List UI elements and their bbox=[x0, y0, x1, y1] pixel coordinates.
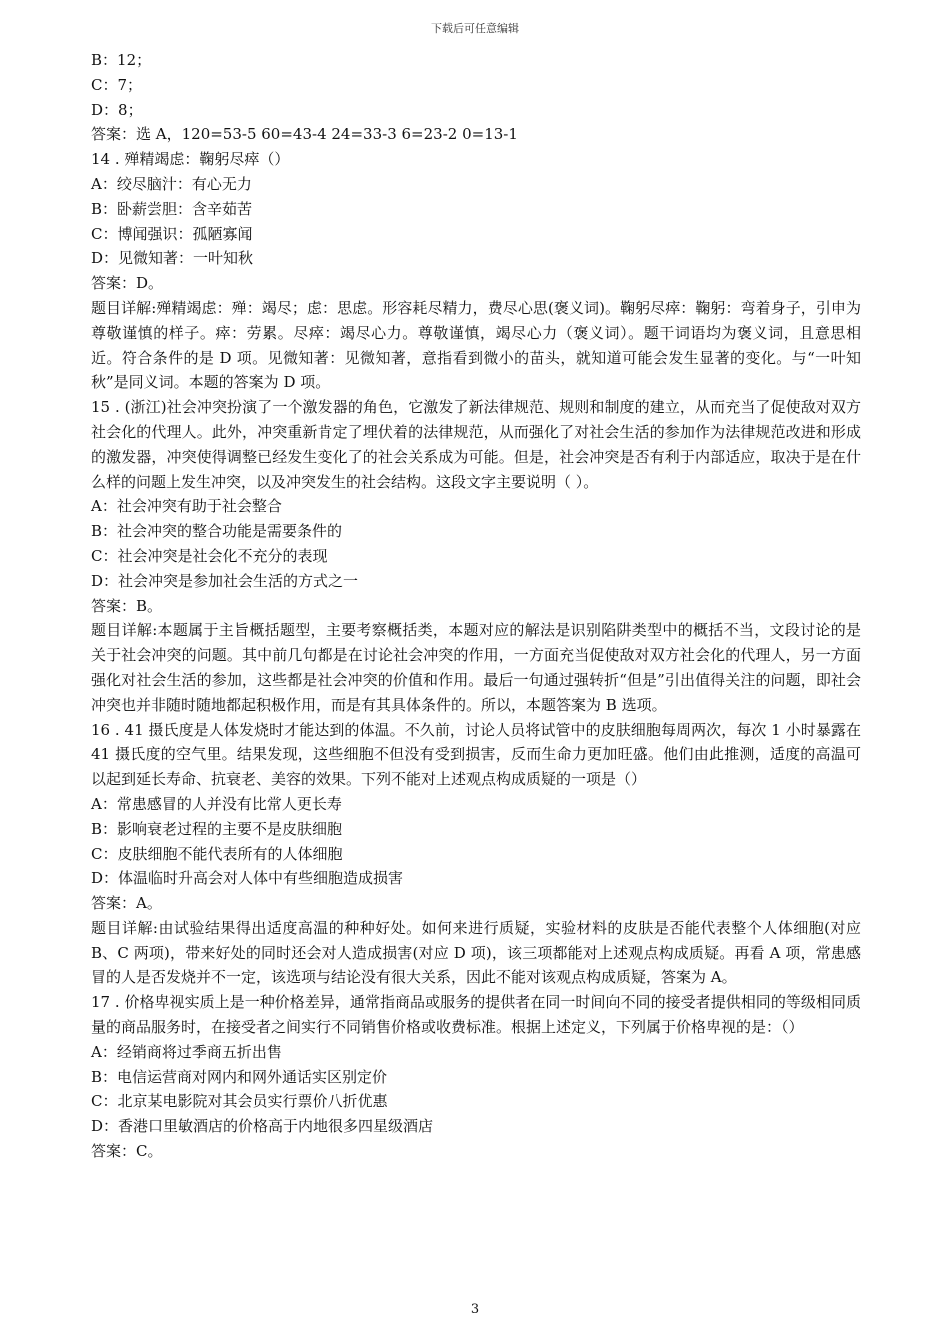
question-16: 16 . 41 摄氏度是人体发烧时才能达到的体温。不久前，讨论人员将试管中的皮肤细胞每周两次，每次 1 小时暴露在 41 摄氏度的空气里。结果发现，这些细胞不但没有受到损害，反而生命力更加旺盛。他们由此推测，适度的高温可以起到延长寿命、抗衰老、美容的效果。下列不能对上述观点构成质疑的一项是（） bbox=[91, 720, 861, 789]
answer-q13: 答案：选 A，120=53-5 60=43-4 24=33-3 6=23-2 0=13-1 bbox=[91, 125, 518, 144]
option-d-q15: D：社会冲突是参加社会生活的方式之一 bbox=[91, 571, 359, 590]
option-b-q14: B：卧薪尝胆：含辛茹苦 bbox=[91, 199, 253, 218]
answer-q14: 答案：D。 bbox=[91, 274, 164, 293]
option-c-q14: C：博闻强识：孤陋寡闻 bbox=[91, 224, 253, 243]
answer-q15: 答案：B。 bbox=[91, 596, 163, 615]
explanation-q15: 题目详解:本题属于主旨概括题型，主要考察概括类，本题对应的解法是识别陷阱类型中的概括不当，文段讨论的是关于社会冲突的问题。其中前几句都是在讨论社会冲突的作用，一方面充当促使敌对双方社会化的代理人，另一方面强化对社会生活的参加，这些都是社会冲突的价值和作用。最后一句通过强转折“但是”引出值得关注的问题，即社会冲突也并非随时随地都起积极作用，而是有其具体条件的。所以，本题答案为 B 选项。 bbox=[91, 621, 861, 714]
explanation-q16: 题目详解:由试验结果得出适度高温的种种好处。如何来进行质疑，实验材料的皮肤是否能代表整个人体细胞(对应 B、C 两项)，带来好处的同时还会对人造成损害(对应 D 项)，该三项都能对上述观点构成质疑。再看 A 项，常患感冒的人是否发烧并不一定，该选项与结论没有很大关系，因此不能对该观点构成质疑，答案为 A。 bbox=[91, 918, 861, 987]
option-c-q15: C：社会冲突是社会化不充分的表现 bbox=[91, 546, 328, 565]
option-c-q17: C：北京某电影院对其会员实行票价八折优惠 bbox=[91, 1092, 388, 1111]
page-number: 3 bbox=[470, 1302, 480, 1317]
option-c-q13: C：7； bbox=[91, 75, 143, 94]
explanation-q14: 题目详解:殚精竭虑：殚：竭尽；虑：思虑。形容耗尽精力，费尽心思(褒义词)。鞠躬尽瘁：鞠躬：弯着身子，引申为尊敬谨慎的样子。瘁：劳累。尽瘁：竭尽心力。尊敬谨慎，竭尽心力（褒义词）。题干词语均为褒义词，且意思相近。符合条件的是 D 项。见微知著：见微知著，意指看到微小的苗头，就知道可能会发生显著的变化。与“一叶知秋”是同义词。本题的答案为 D 项。 bbox=[91, 298, 861, 392]
question-15: 15 . (浙江)社会冲突扮演了一个激发器的角色，它激发了新法律规范、规则和制度的建立，从而充当了促使敌对双方社会化的代理人。此外，冲突重新肯定了埋伏着的法律规范，从而强化了对社会生活的参加作为法律规范改进和形成的激发器，冲突使得调整已经发生变化了的社会关系成为可能。但是，社会冲突是否有利于内部适应，取决于是在什么样的问题上发生冲突，以及冲突发生的社会结构。这段文字主要说明（ ）。 bbox=[91, 398, 861, 491]
option-d-q14: D：见微知著：一叶知秋 bbox=[91, 249, 254, 268]
option-a-q15: A：社会冲突有助于社会整合 bbox=[91, 497, 282, 516]
question-14: 14 . 殚精竭虑：鞠躬尽瘁（） bbox=[91, 150, 290, 169]
option-d-q17: D：香港口里敏酒店的价格高于内地很多四星级酒店 bbox=[91, 1117, 434, 1136]
option-d-q16: D：体温临时升高会对人体中有些细胞造成损害 bbox=[91, 869, 404, 888]
option-b-q16: B：影响衰老过程的主要不是皮肤细胞 bbox=[91, 819, 343, 838]
answer-q17: 答案：C。 bbox=[91, 1142, 163, 1161]
option-c-q16: C：皮肤细胞不能代表所有的人体细胞 bbox=[91, 844, 343, 863]
document-body bbox=[91, 48, 861, 1164]
option-b-q15: B：社会冲突的整合功能是需要条件的 bbox=[91, 522, 343, 541]
option-a-q14: A：绞尽脑汁：有心无力 bbox=[91, 174, 252, 193]
option-d-q13: D：8； bbox=[91, 100, 143, 119]
page-header: 下载后可任意编辑 bbox=[431, 22, 519, 35]
option-b-q17: B：电信运营商对网内和网外通话实区别定价 bbox=[91, 1067, 388, 1086]
answer-q16: 答案：A。 bbox=[91, 894, 162, 913]
option-a-q16: A：常患感冒的人并没有比常人更长寿 bbox=[91, 794, 342, 813]
option-b-q13: B：12； bbox=[91, 51, 152, 69]
question-17: 17 . 价格卑视实质上是一种价格差异，通常指商品或服务的提供者在同一时间向不同的接受者提供相同的等级相同质量的商品服务时，在接受者之间实行不同销售价格或收费标准。根据上述定义，下列属于价格卑视的是：（） bbox=[91, 993, 861, 1037]
option-a-q17: A：经销商将过季商五折出售 bbox=[91, 1042, 282, 1061]
